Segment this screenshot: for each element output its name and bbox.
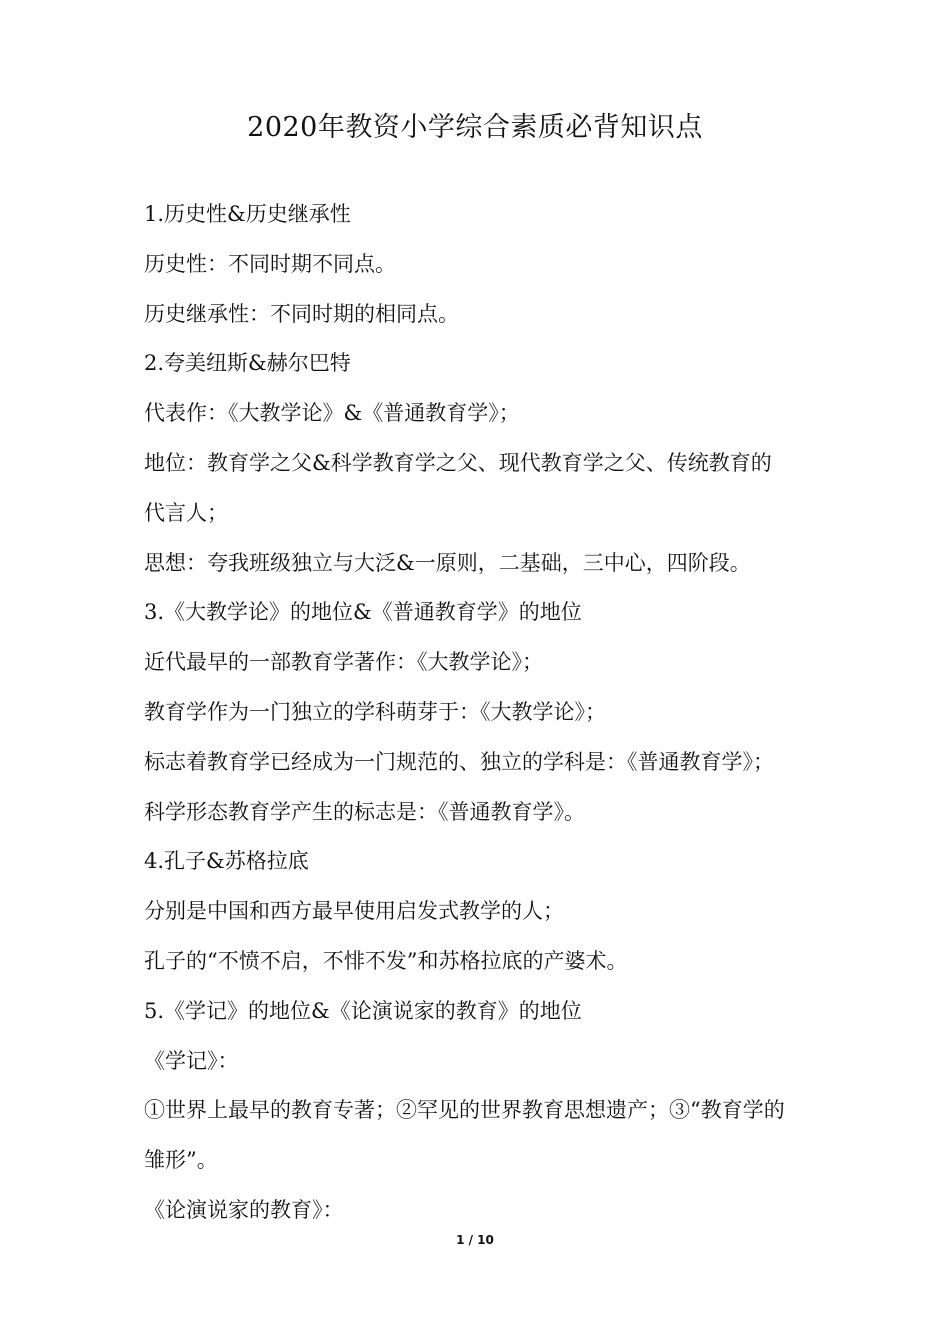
text-line: 5.《学记》的地位&《论演说家的教育》的地位 — [144, 998, 582, 1023]
page-number: 1 / 10 — [456, 1233, 494, 1247]
text-line: 教育学作为一门独立的学科萌芽于：《大教学论》； — [144, 699, 606, 724]
text-line: 4.孔子&苏格拉底 — [144, 849, 309, 874]
text-line: 孔子的“不愤不启，不悱不发”和苏格拉底的产婆术。 — [144, 948, 628, 973]
text-line: 思想：夸我班级独立与大泛&一原则，二基础，三中心，四阶段。 — [144, 550, 751, 575]
document-title: 2020年教资小学综合素质必背知识点 — [247, 112, 703, 143]
text-line: 历史性：不同时期不同点。 — [144, 251, 396, 276]
text-line: 地位：教育学之父&科学教育学之父、现代教育学之父、传统教育的 — [144, 450, 772, 475]
text-line: 3.《大教学论》的地位&《普通教育学》的地位 — [144, 600, 582, 625]
text-line: 1.历史性&历史继承性 — [144, 202, 351, 226]
text-line: ①世界上最早的教育专著；②罕见的世界教育思想遗产；③“教育学的 — [144, 1098, 785, 1123]
text-line: 科学形态教育学产生的标志是：《普通教育学》。 — [144, 799, 585, 824]
text-line: 代表作：《大教学论》&《普通教育学》； — [144, 401, 520, 426]
text-line: 《学记》： — [144, 1048, 239, 1073]
text-line: 《论演说家的教育》： — [144, 1197, 344, 1222]
text-line: 近代最早的一部教育学著作：《大教学论》； — [144, 650, 543, 675]
document-body — [144, 190, 824, 1236]
text-line: 2.夸美纽斯&赫尔巴特 — [144, 351, 351, 376]
text-line: 历史继承性：不同时期的相同点。 — [144, 301, 459, 326]
text-line: 雏形”。 — [144, 1148, 218, 1173]
text-line: 代言人； — [144, 500, 228, 525]
text-line: 标志着教育学已经成为一门规范的、独立的学科是：《普通教育学》； — [144, 749, 774, 774]
text-line: 分别是中国和西方最早使用启发式教学的人； — [144, 899, 564, 924]
